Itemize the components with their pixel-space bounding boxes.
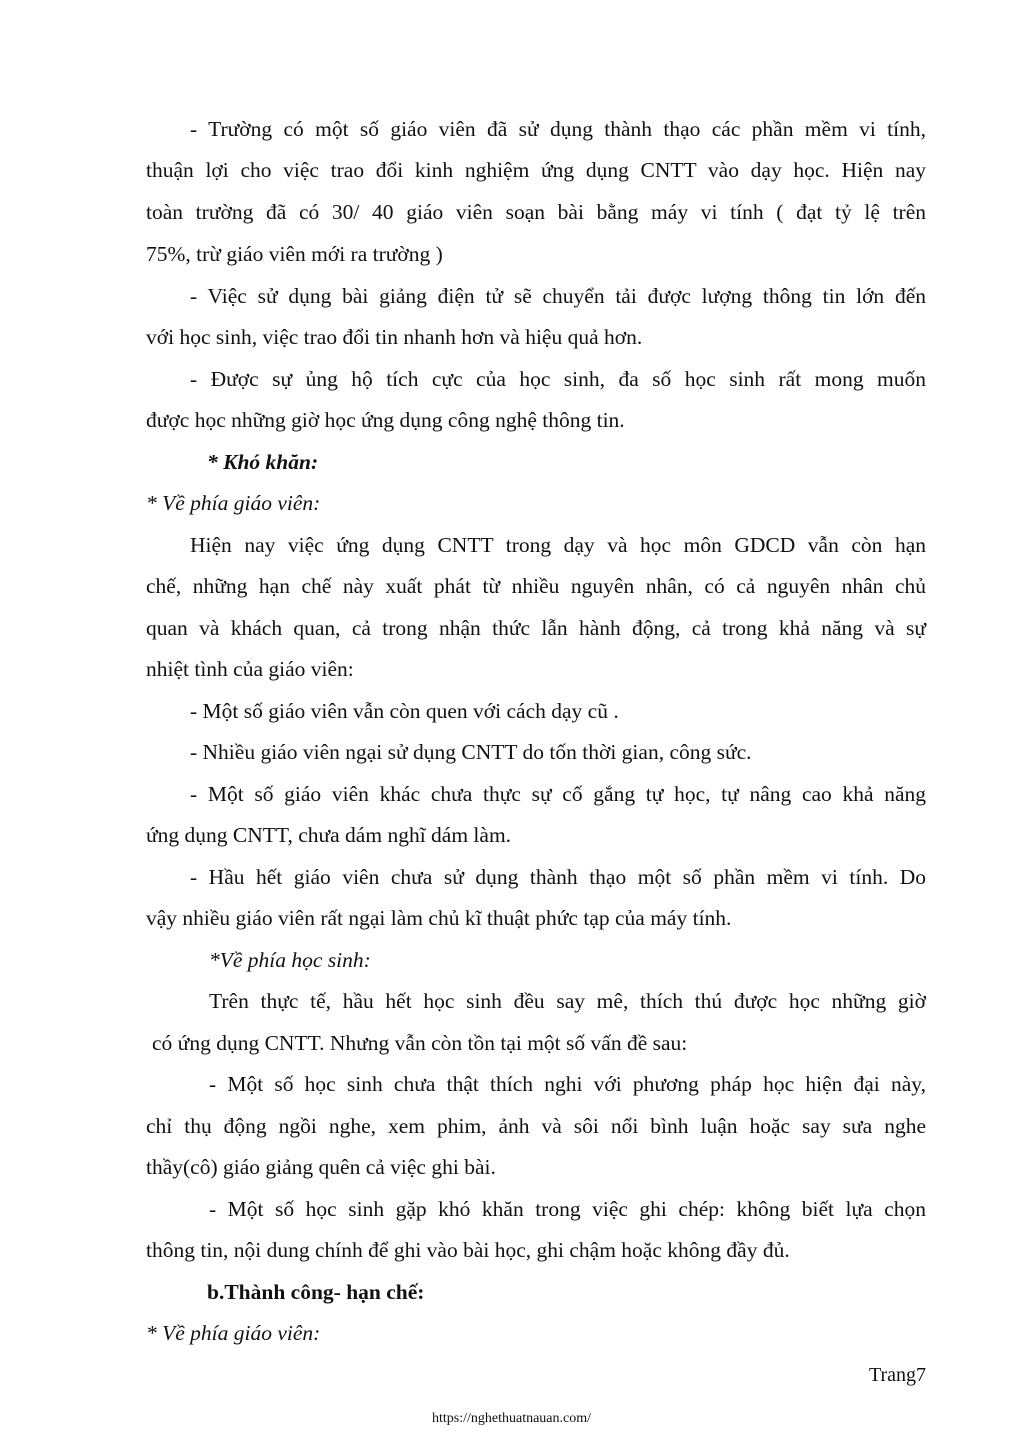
page-number: Trang7 bbox=[868, 1364, 926, 1386]
paragraph-line: nhiệt tình của giáo viên: bbox=[146, 657, 354, 681]
paragraph-line: - Trường có một số giáo viên đã sử dụng thành thạo các phần mềm vi tính, bbox=[190, 117, 926, 141]
subsection-heading: * Về phía giáo viên: bbox=[146, 491, 321, 515]
paragraph-line: - Một số giáo viên vẫn còn quen với cách dạy cũ . bbox=[190, 699, 619, 723]
paragraph-line: Hiện nay việc ứng dụng CNTT trong dạy và học môn GDCD vẫn còn hạn bbox=[190, 533, 926, 557]
paragraph-line: chỉ thụ động ngồi nghe, xem phim, ảnh và sôi nổi bình luận hoặc say sưa nghe bbox=[146, 1114, 926, 1138]
paragraph-line: - Nhiều giáo viên ngại sử dụng CNTT do tốn thời gian, công sức. bbox=[190, 740, 752, 764]
subsection-heading: *Về phía học sinh: bbox=[209, 948, 371, 972]
paragraph-line: - Một số học sinh gặp khó khăn trong việc ghi chép: không biết lựa chọn bbox=[209, 1197, 926, 1221]
section-heading: b.Thành công- hạn chế: bbox=[207, 1280, 425, 1304]
paragraph-line: ứng dụng CNTT, chưa dám nghĩ dám làm. bbox=[146, 823, 512, 847]
footer-url[interactable]: https://nghethuatnauan.com/ bbox=[431, 1411, 592, 1426]
paragraph-line: quan và khách quan, cả trong nhận thức lẫn hành động, cả trong khả năng và sự bbox=[146, 616, 926, 640]
paragraph-line: chế, những hạn chế này xuất phát từ nhiều nguyên nhân, có cả nguyên nhân chủ bbox=[146, 574, 926, 598]
paragraph-line: - Một số học sinh chưa thật thích nghi với phương pháp học hiện đại này, bbox=[209, 1072, 926, 1096]
section-heading: * Khó khăn: bbox=[207, 450, 319, 474]
paragraph-line: được học những giờ học ứng dụng công nghệ thông tin. bbox=[146, 408, 625, 432]
paragraph-line: Trên thực tế, hầu hết học sinh đều say mê, thích thú được học những giờ bbox=[209, 989, 926, 1013]
paragraph-line: thông tin, nội dung chính để ghi vào bài học, ghi chậm hoặc không đầy đủ. bbox=[146, 1238, 790, 1262]
paragraph-line: có ứng dụng CNTT. Nhưng vẫn còn tồn tại một số vấn đề sau: bbox=[152, 1031, 688, 1055]
paragraph-line: vậy nhiều giáo viên rất ngại làm chủ kĩ thuật phức tạp của máy tính. bbox=[146, 906, 732, 930]
paragraph-line: thuận lợi cho việc trao đổi kinh nghiệm ứng dụng CNTT vào dạy học. Hiện nay bbox=[146, 158, 926, 182]
paragraph-line: thầy(cô) giáo giảng quên cả việc ghi bài. bbox=[146, 1155, 496, 1179]
paragraph-line: toàn trường đã có 30/ 40 giáo viên soạn bài bằng máy vi tính ( đạt tỷ lệ trên bbox=[146, 200, 926, 224]
paragraph-line: - Hầu hết giáo viên chưa sử dụng thành thạo một số phần mềm vi tính. Do bbox=[190, 865, 926, 889]
paragraph-line: - Việc sử dụng bài giảng điện tử sẽ chuyển tải được lượng thông tin lớn đến bbox=[190, 284, 926, 308]
paragraph-line: - Được sự ủng hộ tích cực của học sinh, đa số học sinh rất mong muốn bbox=[190, 367, 926, 391]
subsection-heading: * Về phía giáo viên: bbox=[146, 1321, 321, 1345]
paragraph-line: 75%, trừ giáo viên mới ra trường ) bbox=[146, 242, 443, 266]
paragraph-line: - Một số giáo viên khác chưa thực sự cố gắng tự học, tự nâng cao khả năng bbox=[190, 782, 926, 806]
paragraph-line: với học sinh, việc trao đổi tin nhanh hơn và hiệu quả hơn. bbox=[146, 325, 643, 349]
